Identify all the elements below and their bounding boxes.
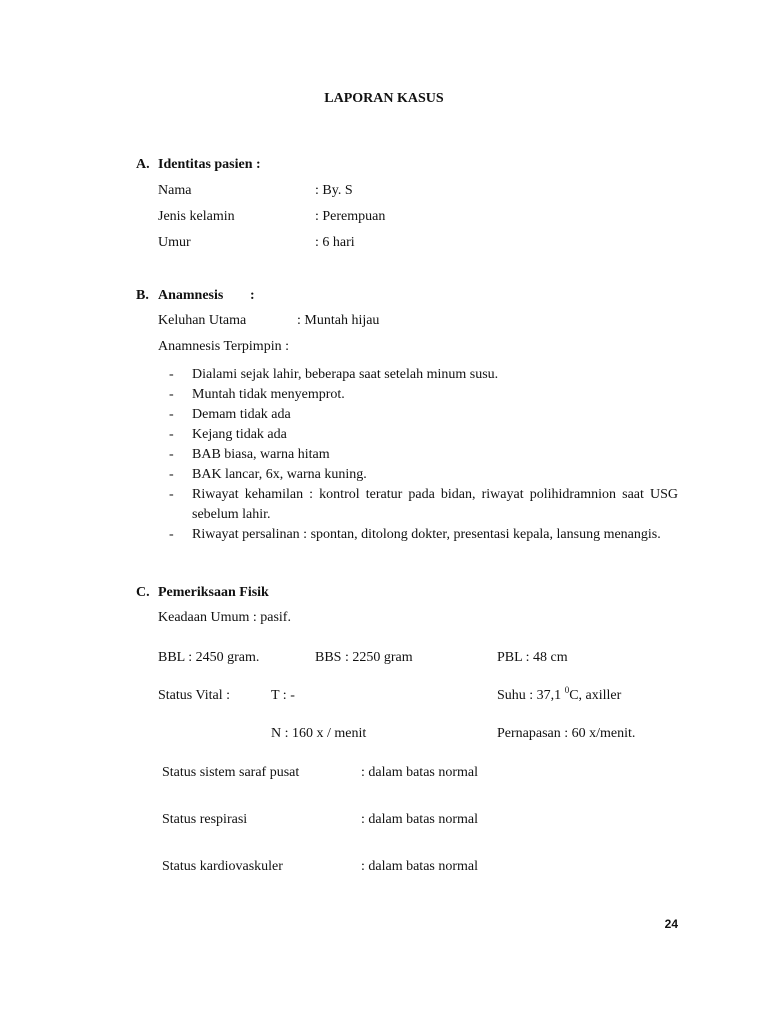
- list-bullet: -: [169, 467, 174, 482]
- list-bullet: -: [169, 527, 174, 542]
- list-item-text: Demam tidak ada: [192, 407, 291, 422]
- status-label-respirasi: Status respirasi: [162, 812, 248, 827]
- list-item-text: Riwayat kehamilan : kontrol teratur pada bidan, riwayat polihidramnion saat USG sebelum lahir.: [192, 487, 678, 522]
- list-item: [158, 385, 678, 405]
- list-item-text: Riwayat persalinan : spontan, ditolong dokter, presentasi kepala, lansung menangis.: [192, 527, 661, 542]
- pbl-value: PBL : 48 cm: [497, 650, 568, 665]
- list-item-text: Dialami sejak lahir, beberapa saat setelah minum susu.: [192, 367, 499, 382]
- bbl-value: BBL : 2450 gram.: [158, 650, 260, 665]
- identity-label-jenis-kelamin: Jenis kelamin: [158, 209, 235, 224]
- list-item-text: Muntah tidak menyemprot.: [192, 387, 345, 402]
- identity-value-nama: : By. S: [315, 183, 353, 198]
- document-title: LAPORAN KASUS: [324, 91, 444, 106]
- nadi-value: N : 160 x / menit: [271, 726, 367, 741]
- page-number: 24: [664, 917, 678, 931]
- section-b-title: Anamnesis: [158, 288, 224, 303]
- status-value-saraf: : dalam batas normal: [361, 765, 479, 780]
- section-a-title: Identitas pasien :: [158, 157, 261, 172]
- keadaan-umum: Keadaan Umum : pasif.: [158, 610, 291, 625]
- anamnesis-list: [158, 365, 678, 545]
- list-item: [158, 405, 678, 425]
- list-bullet: -: [169, 487, 174, 502]
- status-label-kardiovaskuler: Status kardiovaskuler: [162, 859, 283, 874]
- identity-label-nama: Nama: [158, 183, 192, 198]
- list-bullet: -: [169, 447, 174, 462]
- list-item: [158, 525, 678, 545]
- list-bullet: -: [169, 427, 174, 442]
- section-c-title: Pemeriksaan Fisik: [158, 585, 269, 600]
- suhu-prefix: Suhu : 37,1: [497, 688, 565, 703]
- status-label-saraf: Status sistem saraf pusat: [162, 765, 300, 780]
- list-item-text: BAK lancar, 6x, warna kuning.: [192, 467, 367, 482]
- status-vital-label: Status Vital :: [158, 688, 231, 703]
- list-item: [158, 445, 678, 465]
- list-item: [158, 425, 678, 445]
- degree-superscript: 0: [564, 685, 570, 695]
- anamnesis-terpimpin-label: Anamnesis Terpimpin :: [158, 339, 289, 354]
- keluhan-utama-value: : Muntah hijau: [297, 313, 380, 328]
- bbs-value: BBS : 2250 gram: [315, 650, 413, 665]
- suhu-suffix: C, axiller: [569, 688, 622, 703]
- list-bullet: -: [169, 367, 174, 382]
- section-b-colon: :: [250, 288, 255, 303]
- list-item: [158, 365, 678, 385]
- identity-value-jenis-kelamin: : Perempuan: [315, 209, 386, 224]
- list-bullet: -: [169, 387, 174, 402]
- keluhan-utama-label: Keluhan Utama: [158, 313, 247, 328]
- list-item-text: Kejang tidak ada: [192, 427, 287, 442]
- section-a-letter: A.: [136, 157, 150, 172]
- section-b-letter: B.: [136, 288, 149, 303]
- temperature-t-value: T : -: [271, 688, 295, 703]
- section-c-letter: C.: [136, 585, 150, 600]
- list-item: [158, 465, 678, 485]
- list-item-text: BAB biasa, warna hitam: [192, 447, 330, 462]
- status-value-kardiovaskuler: : dalam batas normal: [361, 859, 479, 874]
- pernapasan-value: Pernapasan : 60 x/menit.: [497, 726, 636, 741]
- identity-value-umur: : 6 hari: [315, 235, 355, 250]
- suhu-value: [497, 685, 622, 704]
- status-value-respirasi: : dalam batas normal: [361, 812, 479, 827]
- list-item: [158, 485, 678, 525]
- identity-label-umur: Umur: [158, 235, 191, 250]
- list-bullet: -: [169, 407, 174, 422]
